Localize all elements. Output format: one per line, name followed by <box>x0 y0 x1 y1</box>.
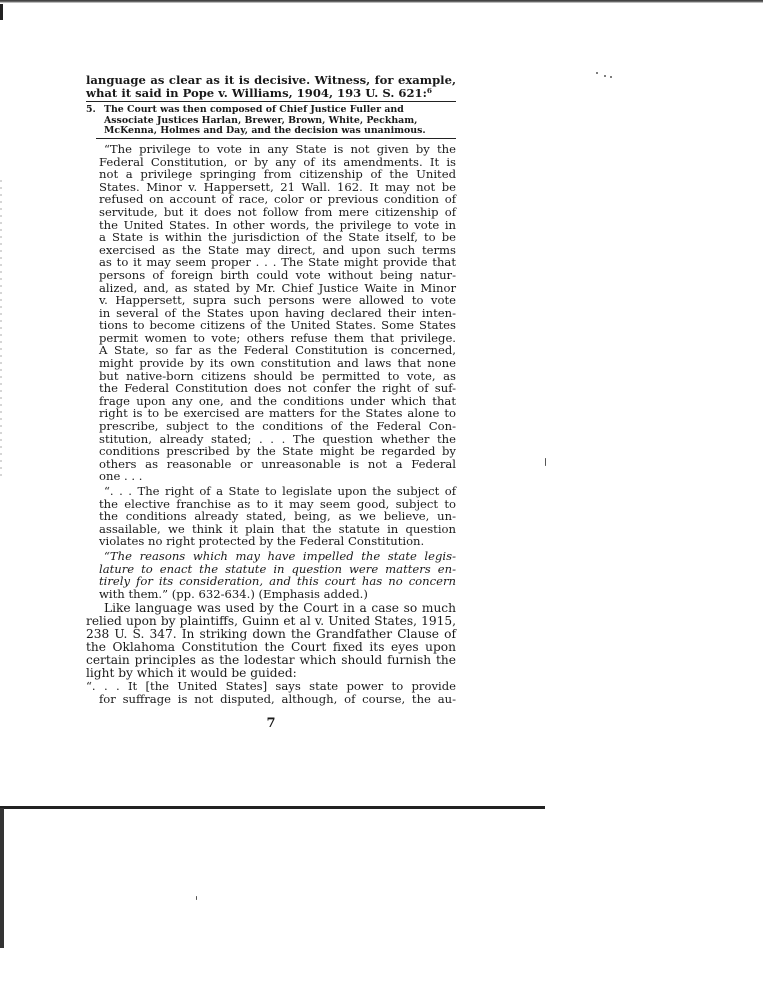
quote-line: “. . . It [the United States] says state power to provide <box>86 679 456 694</box>
quote-line: in several of the States upon having declared their inten- <box>99 305 456 320</box>
footnote-line: The Court was then composed of Chief Justice Fuller and <box>104 104 404 116</box>
quote-line: prescribe, subject to the conditions of the Federal Con- <box>99 419 456 434</box>
quote-line: a State is within the jurisdiction of the State itself, to be <box>99 230 456 245</box>
quote-line: the United States. In other words, the privilege to vote in <box>99 217 456 232</box>
quote-line: might provide by its own constitution and laws that none <box>99 356 456 371</box>
body-line: Like language was used by the Court in a case so much <box>104 601 456 616</box>
scan-speck <box>196 896 197 900</box>
quote-line: violates no right protected by the Federal Constitution. <box>99 534 425 549</box>
quote-line: the conditions already stated, being, as we believe, un- <box>99 509 456 524</box>
page-number: 7 <box>266 715 276 731</box>
scan-speck <box>604 75 606 77</box>
quote-line: A State, so far as the Federal Constitution is concerned, <box>99 343 456 358</box>
quote-line: “The privilege to vote in any State is not given by the <box>104 141 456 156</box>
footnote <box>86 105 456 137</box>
body-line: the Oklahoma Constitution the Court fixed its eyes upon <box>86 640 456 655</box>
quote-reasons <box>86 550 456 600</box>
quote-line: alized, and, as stated by Mr. Chief Justice Waite in Minor <box>99 280 456 295</box>
quote-guinn <box>86 680 456 705</box>
footnote-rule <box>86 101 456 102</box>
quote-line: servitude, but it does not follow from mere citizenship of <box>99 204 456 219</box>
footnote-line: Associate Justices Harlan, Brewer, Brown, White, Peckham, <box>104 114 418 126</box>
scan-left-noise <box>0 180 2 480</box>
quote-line: right is to be exercised are matters for the States alone to <box>99 406 456 421</box>
quote-line: stitution, already stated; . . . The question whether the <box>99 431 456 446</box>
quote-line: “. . . The right of a State to legislate upon the subject of <box>104 484 456 498</box>
quote-line: with them.” (pp. 632-634.) (Emphasis added.) <box>99 586 368 601</box>
quote-line: for suffrage is not disputed, although, of course, the au- <box>99 691 456 706</box>
scan-speck <box>596 72 598 74</box>
text-line: language as clear as it is decisive. Witness, for example, <box>86 73 456 87</box>
quote-line: one . . . <box>99 469 143 484</box>
quote-right-of-state <box>86 485 456 548</box>
quote-line: the Federal Constitution does not confer the right of suf- <box>99 381 456 396</box>
quote-line: v. Happersett, supra such persons were allowed to vote <box>99 293 456 308</box>
text-line: what it said in Pope v. Williams, 1904, 193 U. S. 621:⁶ <box>86 85 432 100</box>
body-line: relied upon by plaintiffs, Guinn et al v. United States, 1915, <box>86 614 456 629</box>
body-line: light by which it would be guided: <box>86 666 297 681</box>
quote-line: not a privilege springing from citizenship of the United <box>99 167 456 182</box>
document-page <box>86 74 456 731</box>
quote-line: Federal Constitution, or by any of its amendments. It is <box>99 154 456 169</box>
quote-line: others as reasonable or unreasonable is not a Federal <box>99 456 456 471</box>
footnote-number: 5. <box>86 104 96 116</box>
scan-left-mark <box>0 4 3 20</box>
scan-bottom-left-edge <box>0 808 4 948</box>
quote-line: tions to become citizens of the United States. Some States <box>99 318 456 333</box>
quote-line: frage upon any one, and the conditions under which that <box>99 393 456 408</box>
quote-line: persons of foreign birth could vote without being natur- <box>99 267 456 282</box>
quote-line: as to it may seem proper . . . The State might provide that <box>99 255 456 270</box>
quote-line: the elective franchise as to it may seem good, subject to <box>99 496 456 511</box>
scan-bottom-edge <box>0 806 545 809</box>
body-line: certain principles as the lodestar which should furnish the <box>86 653 456 668</box>
body-paragraph <box>86 602 456 680</box>
quote-line: lature to enact the statute in question were matters en- <box>99 561 456 576</box>
footnote-bottom-rule <box>96 138 456 139</box>
quote-line: but native-born citizens should be permitted to vote, as <box>99 368 456 383</box>
quote-line: tirely for its consideration, and this court has no concern <box>99 574 456 589</box>
scan-top-edge <box>0 0 763 3</box>
quote-pope-v-williams <box>86 143 456 483</box>
intro-paragraph <box>86 74 456 99</box>
footnote-line: McKenna, Holmes and Day, and the decision was unanimous. <box>104 125 426 137</box>
quote-line: refused on account of race, color or previous condition of <box>99 192 456 207</box>
scan-speck <box>610 76 612 78</box>
body-line: 238 U. S. 347. In striking down the Grandfather Clause of <box>86 627 456 642</box>
quote-line: exercised as the State may direct, and upon such terms <box>99 242 456 257</box>
quote-line: conditions prescribed by the State might be regarded by <box>99 444 456 459</box>
quote-line: permit women to vote; others refuse them that privilege. <box>99 330 456 345</box>
quote-line: “The reasons which may have impelled the state legis- <box>104 548 456 563</box>
scan-speck <box>545 458 546 466</box>
quote-line: assailable, we think it plain that the statute in question <box>99 521 456 536</box>
quote-line: States. Minor v. Happersett, 21 Wall. 162. It may not be <box>99 179 456 194</box>
